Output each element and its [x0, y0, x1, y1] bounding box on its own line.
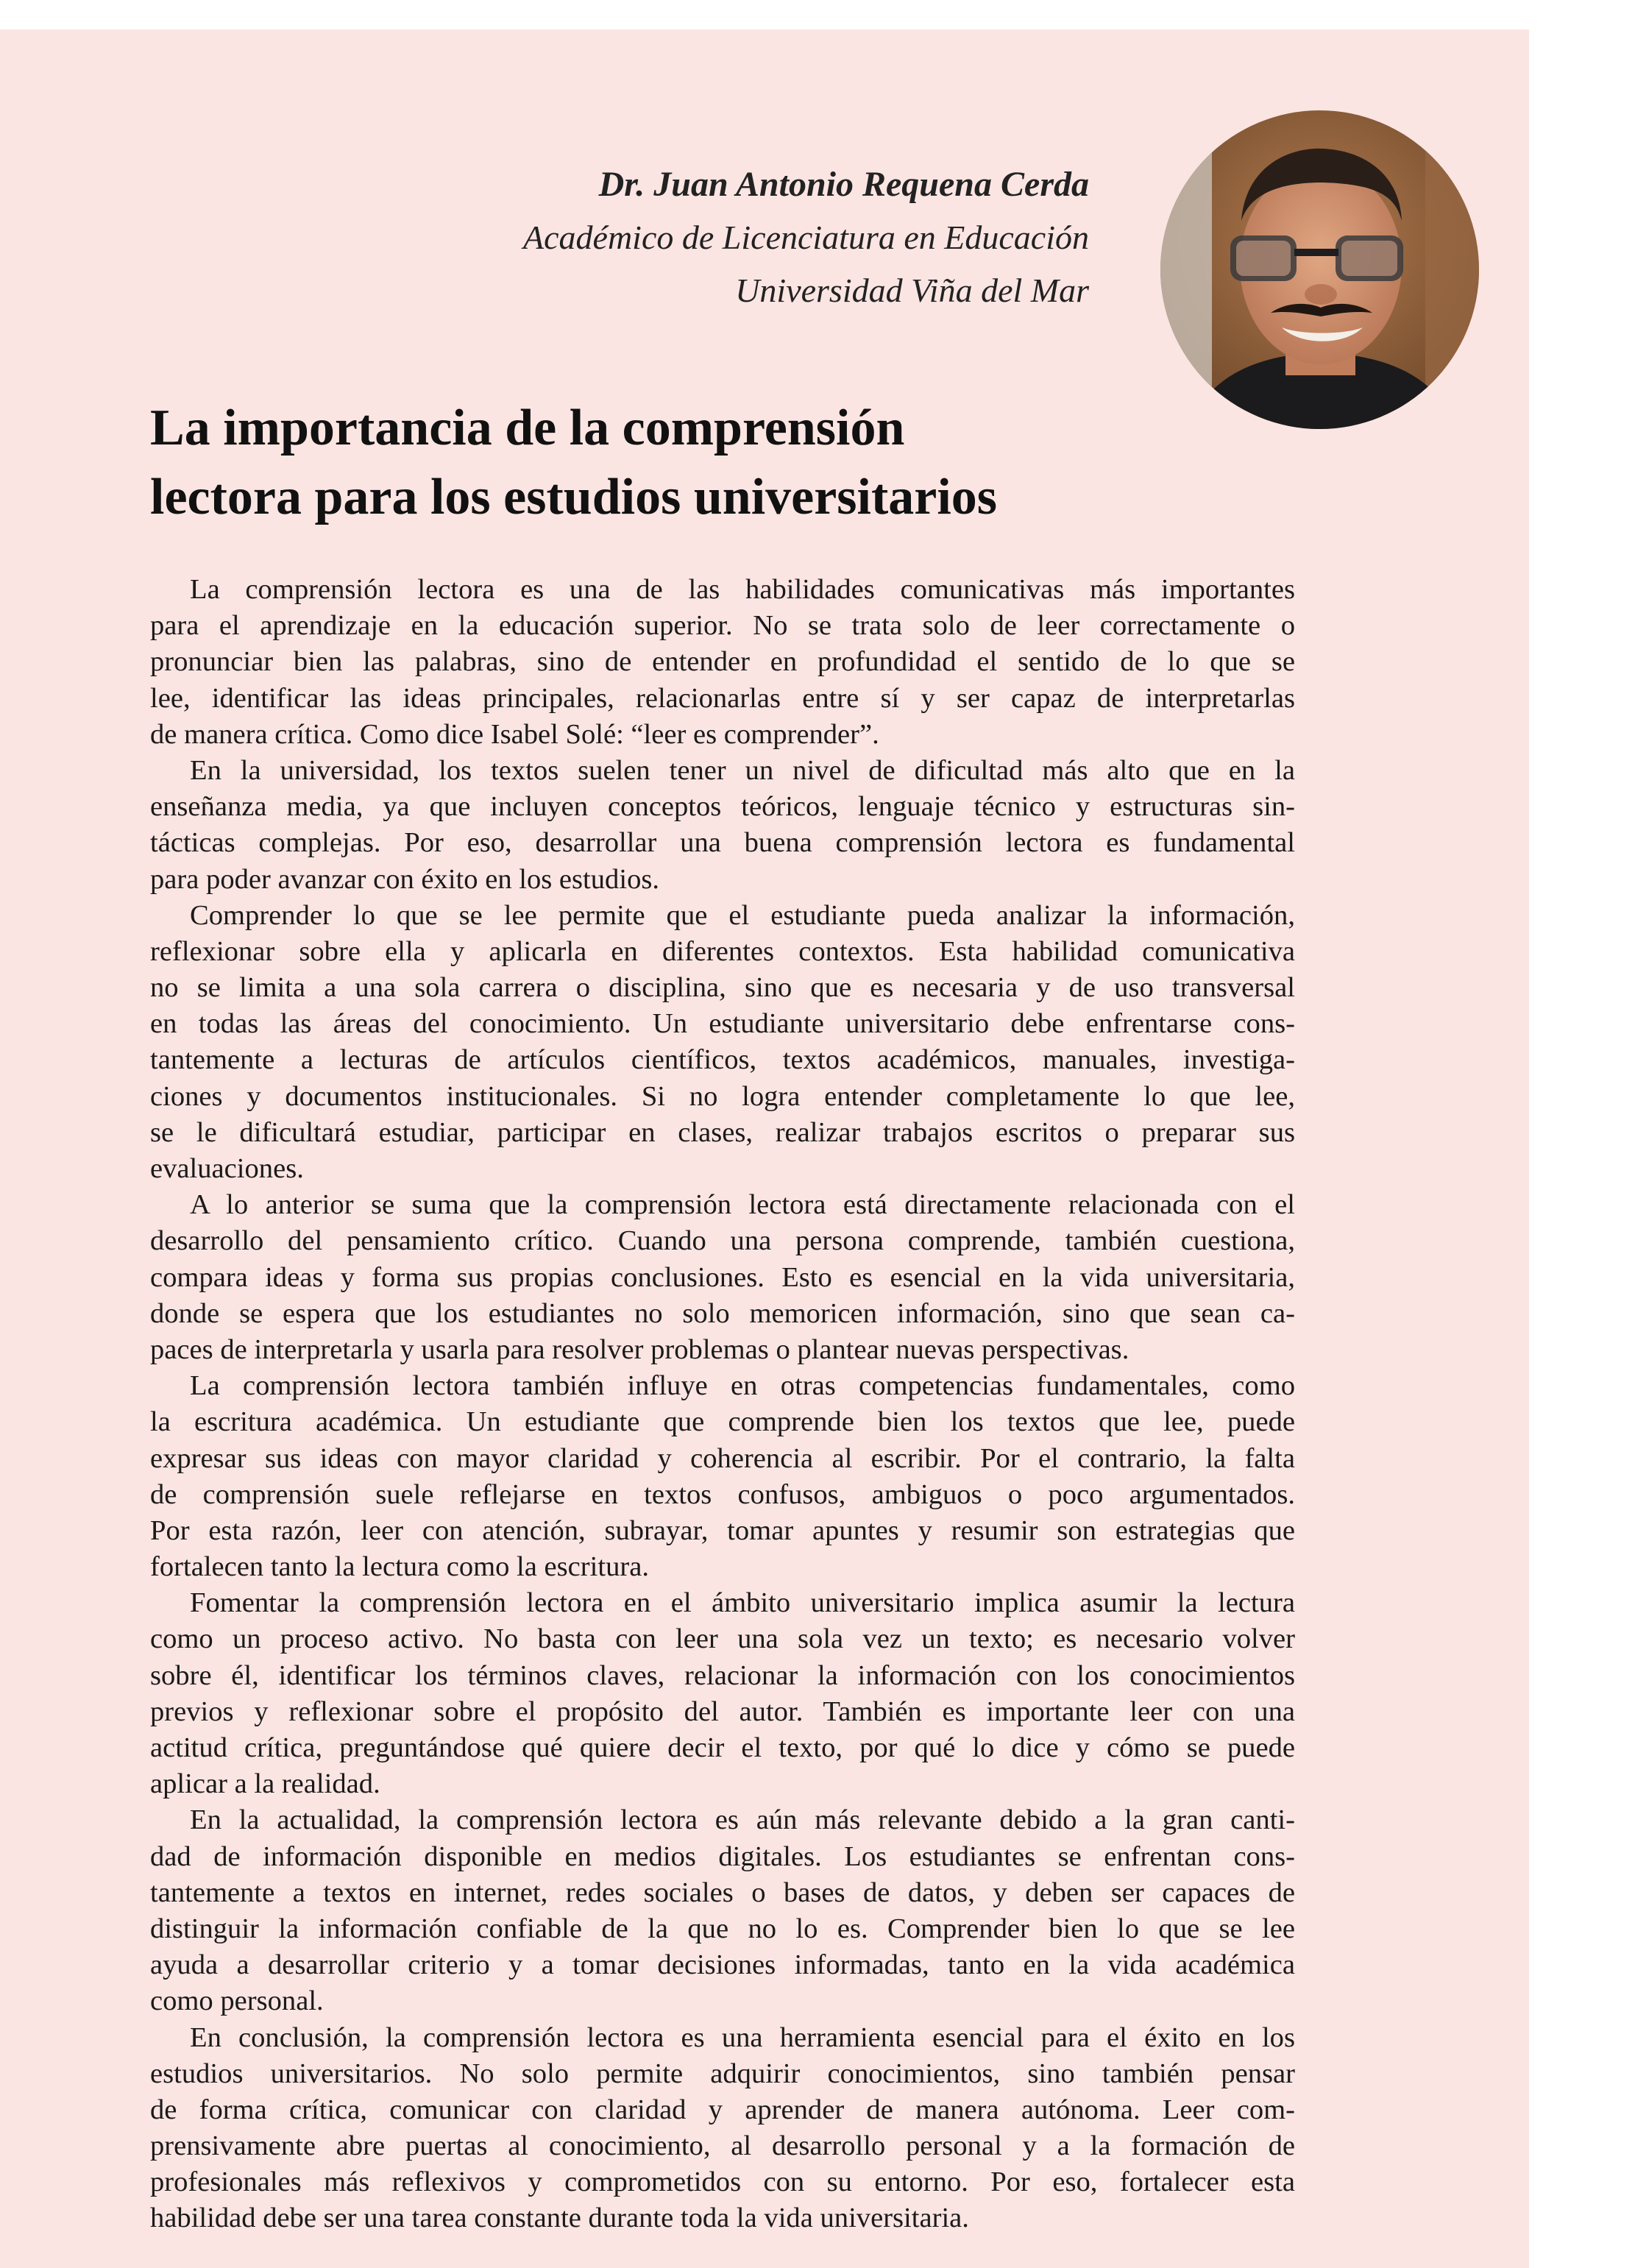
author-role: Académico de Licenciatura en Educación [523, 219, 1089, 256]
article-paragraph [150, 572, 1295, 753]
text-line: En la actualidad, la comprensión lectora es aún más relevante debido a la gran canti- [190, 1804, 1295, 1836]
text-line: dad de información disponible en medios digitales. Los estudiantes se enfrentan cons- [150, 1840, 1295, 1872]
article-title-line: La importancia de la comprensión [150, 400, 905, 456]
text-line: aplicar a la realidad. [150, 1768, 380, 1800]
text-line: tácticas complejas. Por eso, desarrollar una buena comprensión lectora es fundamental [150, 827, 1295, 859]
text-line: La comprensión lectora es una de las habilidades comunicativas más importantes [190, 574, 1295, 605]
article-body [150, 572, 1295, 2237]
text-line: para poder avanzar con éxito en los estudios. [150, 863, 660, 895]
author-byline [523, 158, 1089, 317]
portrait-image [1160, 110, 1479, 429]
text-line: compara ideas y forma sus propias conclusiones. Esto es esencial en la vida universitaria, [150, 1261, 1295, 1293]
text-line: enseñanza media, ya que incluyen conceptos teóricos, lenguaje técnico y estructuras sin- [150, 791, 1295, 823]
text-line: no se limita a una sola carrera o disciplina, sino que es necesaria y de uso transversal [150, 972, 1295, 1004]
text-line: lee, identificar las ideas principales, relacionarlas entre sí y ser capaz de interpretarlas [150, 682, 1295, 714]
text-line: En conclusión, la comprensión lectora es una herramienta esencial para el éxito en los [190, 2021, 1295, 2053]
text-line: En la universidad, los textos suelen tener un nivel de dificultad más alto que en la [190, 754, 1295, 786]
author-portrait-photo [1160, 110, 1479, 429]
text-line: para el aprendizaje en la educación superior. No se trata solo de leer correctamente o [150, 610, 1295, 642]
text-line: previos y reflexionar sobre el propósito del autor. También es importante leer con una [150, 1695, 1295, 1727]
text-line: prensivamente abre puertas al conocimiento, al desarrollo personal y a la formación de [150, 2130, 1295, 2162]
text-line: profesionales más reflexivos y comprometidos con su entorno. Por eso, fortalecer esta [150, 2166, 1295, 2198]
author-institution: Universidad Viña del Mar [735, 272, 1089, 309]
text-line: se le dificultará estudiar, participar en clases, realizar trabajos escritos o preparar sus [150, 1116, 1295, 1148]
text-line: evaluaciones. [150, 1153, 304, 1184]
text-line: sobre él, identificar los términos claves, relacionar la información con los conocimientos [150, 1659, 1295, 1691]
text-line: actitud crítica, preguntándose qué quiere decir el texto, por qué lo dice y cómo se puede [150, 1732, 1295, 1763]
text-line: estudios universitarios. No solo permite adquirir conocimientos, sino también pensar [150, 2058, 1295, 2089]
magazine-page [0, 29, 1529, 2268]
text-line: desarrollo del pensamiento crítico. Cuando una persona comprende, también cuestiona, [150, 1225, 1295, 1257]
text-line: ayuda a desarrollar criterio y a tomar decisiones informadas, tanto en la vida académica [150, 1949, 1295, 1981]
text-line: La comprensión lectora también influye en otras competencias fundamentales, como [190, 1370, 1295, 1402]
text-line: donde se espera que los estudiantes no solo memoricen información, sino que sean ca- [150, 1297, 1295, 1329]
text-line: expresar sus ideas con mayor claridad y coherencia al escribir. Por el contrario, la falta [150, 1442, 1295, 1474]
article-paragraph [150, 1585, 1295, 1802]
text-line: de comprensión suele reflejarse en textos confusos, ambiguos o poco argumentados. [150, 1478, 1295, 1510]
author-name: Dr. Juan Antonio Requena Cerda [598, 165, 1089, 204]
text-line: paces de interpretarla y usarla para resolver problemas o plantear nuevas perspectivas. [150, 1333, 1129, 1365]
text-line: Por esta razón, leer con atención, subrayar, tomar apuntes y resumir son estrategias que [150, 1514, 1295, 1546]
text-line: de forma crítica, comunicar con claridad y aprender de manera autónoma. Leer com- [150, 2094, 1295, 2125]
article-title-line: lectora para los estudios universitarios [150, 469, 998, 525]
text-line: como personal. [150, 1985, 324, 2017]
text-line: A lo anterior se suma que la comprensión lectora está directamente relacionada con el [190, 1189, 1295, 1221]
text-line: ciones y documentos institucionales. Si no logra entender completamente lo que lee, [150, 1080, 1295, 1112]
text-line: habilidad debe ser una tarea constante durante toda la vida universitaria. [150, 2203, 969, 2234]
text-line: fortalecen tanto la lectura como la escritura. [150, 1551, 649, 1583]
article-title [150, 394, 1180, 532]
article-paragraph [150, 898, 1295, 1188]
text-line: tantemente a textos en internet, redes sociales o bases de datos, y deben ser capaces de [150, 1877, 1295, 1908]
text-line: de manera crítica. Como dice Isabel Solé: “leer es comprender”. [150, 718, 879, 750]
text-line: reflexionar sobre ella y aplicarla en diferentes contextos. Esta habilidad comunicativa [150, 935, 1295, 967]
article-paragraph [150, 753, 1295, 898]
text-line: tantemente a lecturas de artículos científicos, textos académicos, manuales, investiga- [150, 1044, 1295, 1076]
text-line: distinguir la información confiable de la que no lo es. Comprender bien lo que se lee [150, 1913, 1295, 1944]
article-paragraph [150, 1368, 1295, 1585]
text-line: Comprender lo que se lee permite que el estudiante pueda analizar la información, [190, 899, 1295, 931]
text-line: en todas las áreas del conocimiento. Un estudiante universitario debe enfrentarse cons- [150, 1008, 1295, 1040]
text-line: Fomentar la comprensión lectora en el ámbito universitario implica asumir la lectura [190, 1587, 1295, 1619]
text-line: pronunciar bien las palabras, sino de entender en profundidad el sentido de lo que se [150, 646, 1295, 678]
article-paragraph [150, 2020, 1295, 2237]
text-line: como un proceso activo. No basta con leer una sola vez un texto; es necesario volver [150, 1623, 1295, 1655]
text-line: la escritura académica. Un estudiante que comprende bien los textos que lee, puede [150, 1406, 1295, 1438]
article-paragraph [150, 1187, 1295, 1368]
article-paragraph [150, 1802, 1295, 2019]
